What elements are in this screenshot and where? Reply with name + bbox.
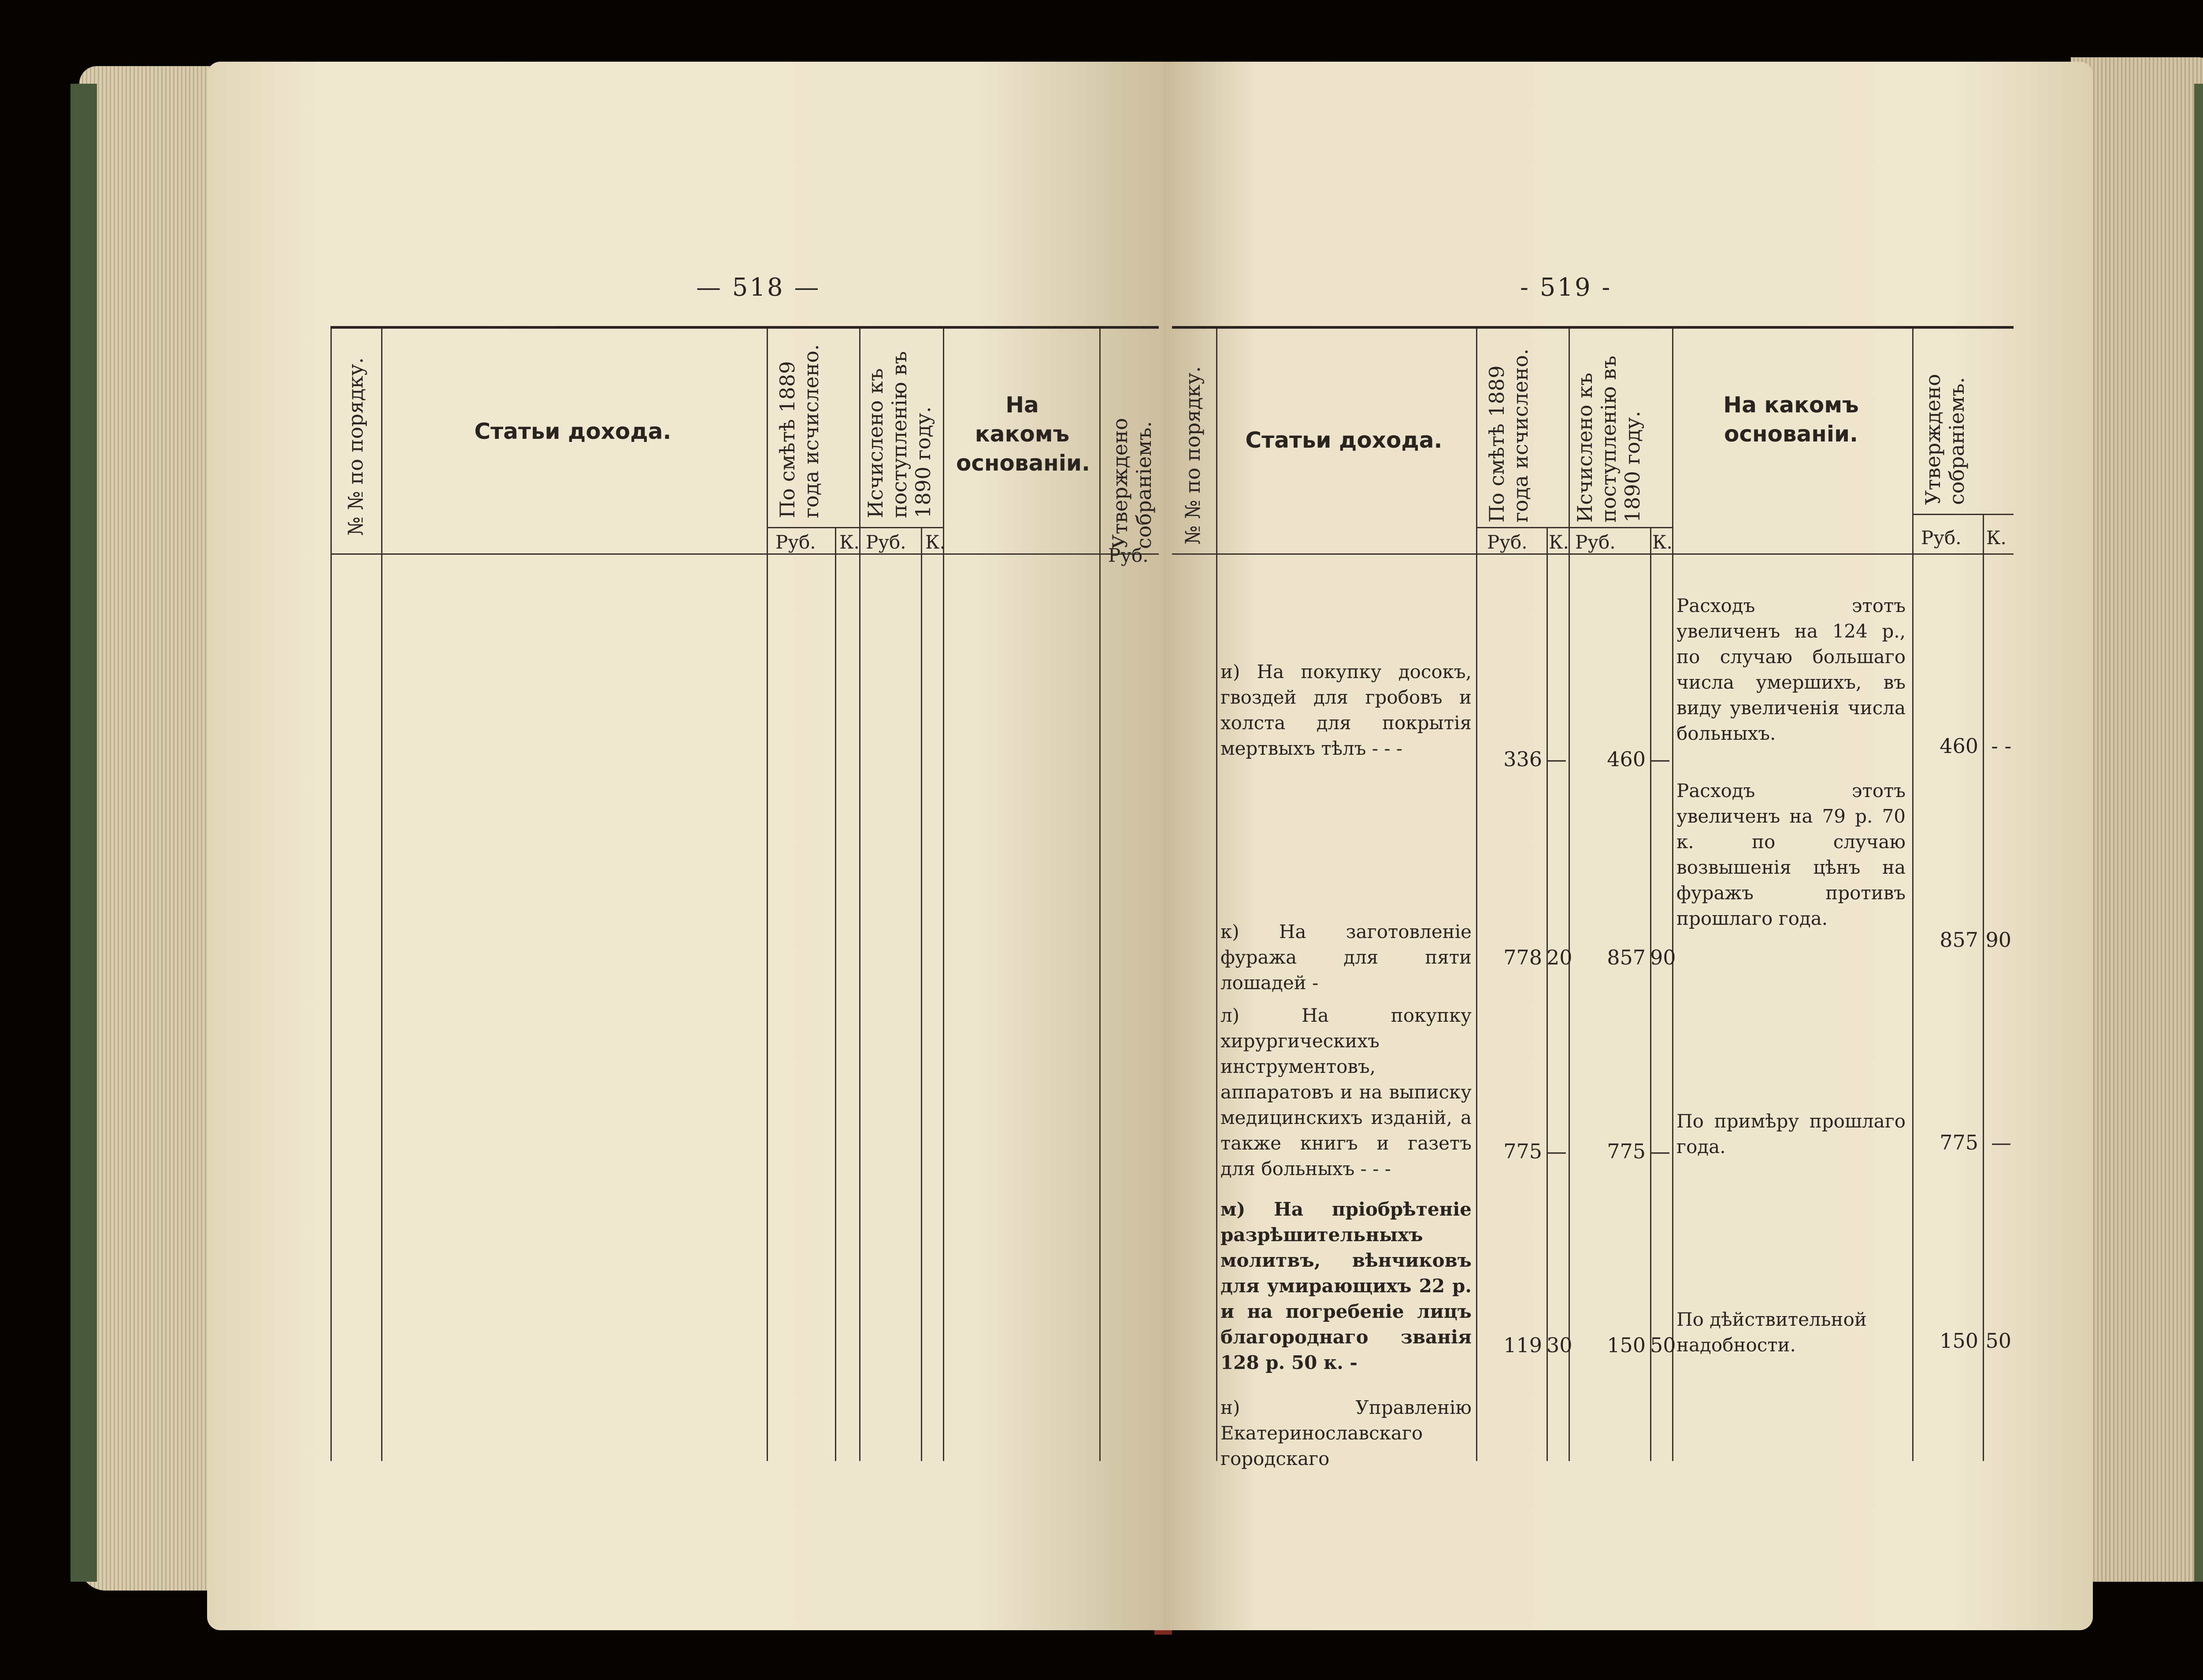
- row-l-est-kop: —: [1547, 1139, 1567, 1163]
- left-page: [207, 62, 1163, 1630]
- unit-rub: Руб.: [1487, 531, 1528, 553]
- row-i-est-kop: —: [1547, 747, 1567, 771]
- row-m-est-kop: 30: [1547, 1333, 1573, 1357]
- header-estimate-1889: По смѣтѣ 1889 года исчислено.: [775, 344, 823, 518]
- header-calc-1890: Исчислено къ поступленію въ 1890 году.: [864, 351, 935, 518]
- show-through-text: [463, 637, 683, 1430]
- header-basis: На какомъ основаніи.: [956, 392, 1090, 476]
- row-i-basis: Расходъ этотъ увеличенъ на 124 р., по случаю большаго числа умершихъ, въ виду увеличенія числа больныхъ.: [1676, 595, 1906, 744]
- page-number-519: - 519 -: [1520, 273, 1612, 302]
- unit-rub: Руб.: [1921, 527, 1962, 549]
- unit-kop: К.: [839, 531, 860, 553]
- row-m-calc-rub: 150: [1607, 1333, 1646, 1357]
- header-approved: Утверждено собраніемъ.: [1921, 374, 1969, 505]
- row-k-appr-rub: 857: [1940, 928, 1978, 952]
- unit-rub: Руб.: [775, 531, 816, 553]
- unit-rub: Руб.: [866, 531, 906, 553]
- header-order: № № по порядку.: [344, 357, 367, 536]
- right-page: [1163, 62, 2093, 1630]
- book-cover-right: [2194, 84, 2203, 1582]
- row-item-n: н) Управленію Екатеринославскаго городскаго: [1220, 1397, 1472, 1469]
- unit-kop: К.: [1986, 527, 2006, 549]
- row-i-appr-kop: - -: [1991, 734, 2011, 758]
- row-m-appr-rub: 150: [1940, 1329, 1978, 1353]
- unit-rub: Руб.: [1108, 545, 1149, 566]
- row-l-calc-kop: —: [1650, 1139, 1670, 1163]
- row-item-k: к) На заготовленіе фуража для пяти лошадей -: [1220, 921, 1472, 994]
- book-cover-left: [70, 84, 97, 1582]
- row-k-calc-kop: 90: [1650, 946, 1676, 969]
- header-calc-1890: Исчислено къ поступленію въ 1890 году.: [1573, 356, 1644, 523]
- row-k-est-kop: 20: [1547, 946, 1573, 969]
- unit-kop: К.: [925, 531, 946, 553]
- header-approved: Утверждено собраніемъ.: [1108, 418, 1156, 549]
- row-l-calc-rub: 775: [1607, 1139, 1646, 1163]
- row-item-i: и) На покупку досокъ, гвоздей для гробовъ и холста для покрытія мертвыхъ тѣлъ - - -: [1220, 661, 1472, 759]
- row-m-appr-kop: 50: [1985, 1329, 2011, 1353]
- row-m-calc-kop: 50: [1650, 1333, 1676, 1357]
- row-i-calc-kop: —: [1650, 747, 1670, 771]
- header-items: Статьи дохода.: [474, 419, 671, 444]
- unit-kop: К.: [1549, 531, 1569, 553]
- book-page-edges-left: [79, 66, 225, 1591]
- row-l-appr-kop: —: [1991, 1131, 2011, 1154]
- row-item-m: м) На пріобрѣтеніе разрѣшительныхъ молитвъ, вѣнчиковъ для умирающихъ 22 р. и на погребеніе лицъ благороднаго званія 128 р. 50 к. -: [1220, 1198, 1472, 1373]
- row-l-est-rub: 775: [1503, 1139, 1542, 1163]
- unit-rub: Руб.: [1575, 531, 1616, 553]
- header-basis: На какомъ основаніи.: [1723, 392, 1859, 447]
- row-m-basis: По дѣйствительной надобности.: [1676, 1309, 1867, 1356]
- row-k-basis: Расходъ этотъ увеличенъ на 79 р. 70 к. по случаю возвышенія цѣнъ на фуражъ противъ прошлаго года.: [1676, 780, 1906, 929]
- row-l-basis: По примѣру прошлаго года.: [1676, 1110, 1906, 1157]
- row-i-calc-rub: 460: [1607, 747, 1646, 771]
- unit-kop: К.: [1652, 531, 1673, 553]
- row-l-appr-rub: 775: [1940, 1131, 1978, 1154]
- header-items: Статьи дохода.: [1245, 427, 1443, 453]
- left-table: [330, 326, 1159, 1461]
- row-i-appr-rub: 460: [1940, 734, 1978, 758]
- row-m-est-rub: 119: [1503, 1333, 1542, 1357]
- right-table: [1172, 326, 2014, 1469]
- row-k-est-rub: 778: [1503, 946, 1542, 969]
- row-k-appr-kop: 90: [1985, 928, 2011, 952]
- header-order: № № по порядку.: [1181, 366, 1205, 545]
- page-number-518: — 518 —: [696, 273, 821, 302]
- row-k-calc-rub: 857: [1607, 946, 1646, 969]
- row-item-l: л) На покупку хирургическихъ инструментовъ, аппаратовъ и на выписку медицинскихъ изданій, а также книгъ и газетъ для больныхъ - - -: [1220, 1005, 1472, 1179]
- row-i-est-rub: 336: [1503, 747, 1542, 771]
- header-estimate-1889: По смѣтѣ 1889 года исчислено.: [1485, 349, 1532, 523]
